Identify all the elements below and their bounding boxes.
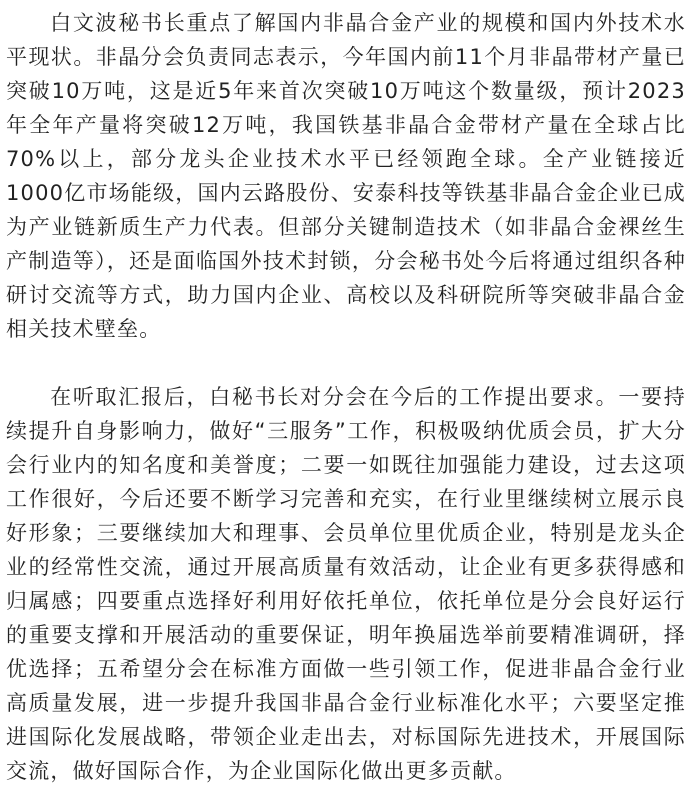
paragraph-1: 白文波秘书长重点了解国内非晶合金产业的规模和国内外技术水平现状。非晶分会负责同志表示，今年国内前11个月非晶带材产量已突破10万吨，这是近5年来首次突破10万吨这个数量级，预计2023年全年产量将突破12万吨，我国铁基非晶合金带材产量在全球占比70%以上，部分龙头企业技术水平已经领跑全球。全产业链接近1000亿市场能级，国内云路股份、安泰科技等铁基非晶合金企业已成为产业链新质生产力代表。但部分关键制造技术（如非晶合金裸丝生产制造等），还是面临国外技术封锁，分会秘书处今后将通过组织各种研讨交流等方式，助力国内企业、高校以及科研院所等突破非晶合金相关技术壁垒。 <box>6 11 686 341</box>
article-body <box>6 0 686 788</box>
paragraph-2: 在听取汇报后，白秘书长对分会在今后的工作提出要求。一要持续提升自身影响力，做好“三服务”工作，积极吸纳优质会员，扩大分会行业内的知名度和美誉度；二要一如既往加强能力建设，过去这项工作很好，今后还要不断学习完善和充实，在行业里继续树立展示良好形象；三要继续加大和理事、会员单位里优质企业，特别是龙头企业的经常性交流，通过开展高质量有效活动，让企业有更多获得感和归属感；四要重点选择好利用好依托单位，依托单位是分会良好运行的重要支撑和开展活动的重要保证，明年换届选举前要精准调研，择优选择；五希望分会在标准方面做一些引领工作，促进非晶合金行业高质量发展，进一步提升我国非晶合金行业标准化水平；六要坚定推进国际化发展战略，带领企业走出去，对标国际先进技术，开展国际交流，做好国际合作，为企业国际化做出更多贡献。 <box>6 385 686 783</box>
